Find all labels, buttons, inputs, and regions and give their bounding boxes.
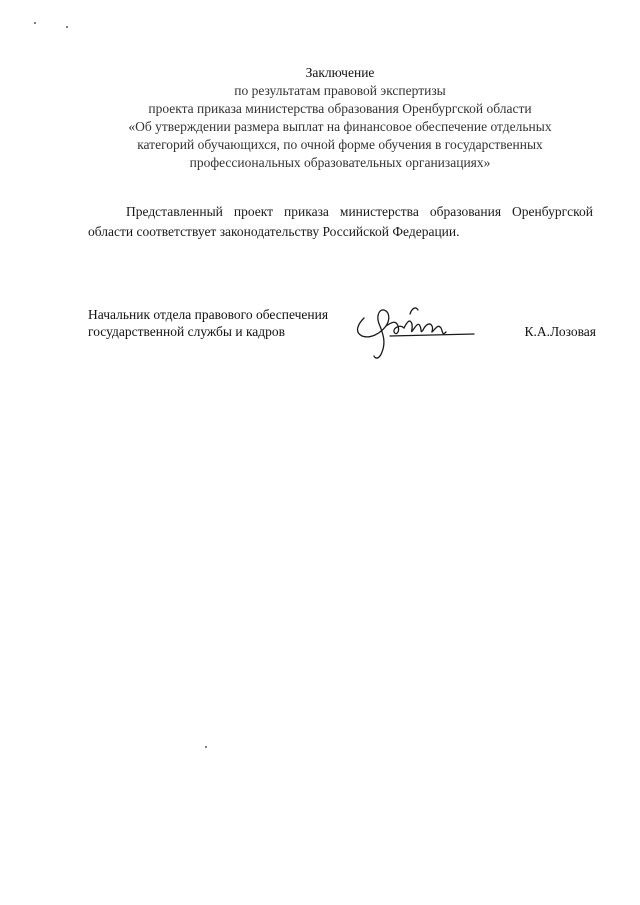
position-title-line: государственной службы и кадров [88,324,286,339]
signer-name: К.А.Лозовая [524,324,596,339]
subtitle-line: категорий обучающихся, по очной форме обучения в государственных [137,137,543,152]
body-paragraph: Представленный проект приказа министерства образования Оренбургской области соответствует законодательству Российской Федерации. [88,204,593,239]
subtitle-line: проекта приказа министерства образования Оренбургской области [148,101,532,116]
subtitle-line: профессиональных образовательных организациях» [189,155,491,170]
scan-speck [34,22,36,24]
subtitle-line: «Об утверждении размера выплат на финансовое обеспечение отдельных [128,119,552,134]
position-title-line: Начальник отдела правового обеспечения [88,307,329,322]
scan-speck [205,746,207,748]
handwritten-signature [350,296,480,366]
document-header [80,64,600,172]
scan-speck [66,26,68,28]
document-title: Заключение [305,65,375,80]
subtitle-line: по результатам правовой экспертизы [234,83,446,98]
signature-block [88,306,598,386]
